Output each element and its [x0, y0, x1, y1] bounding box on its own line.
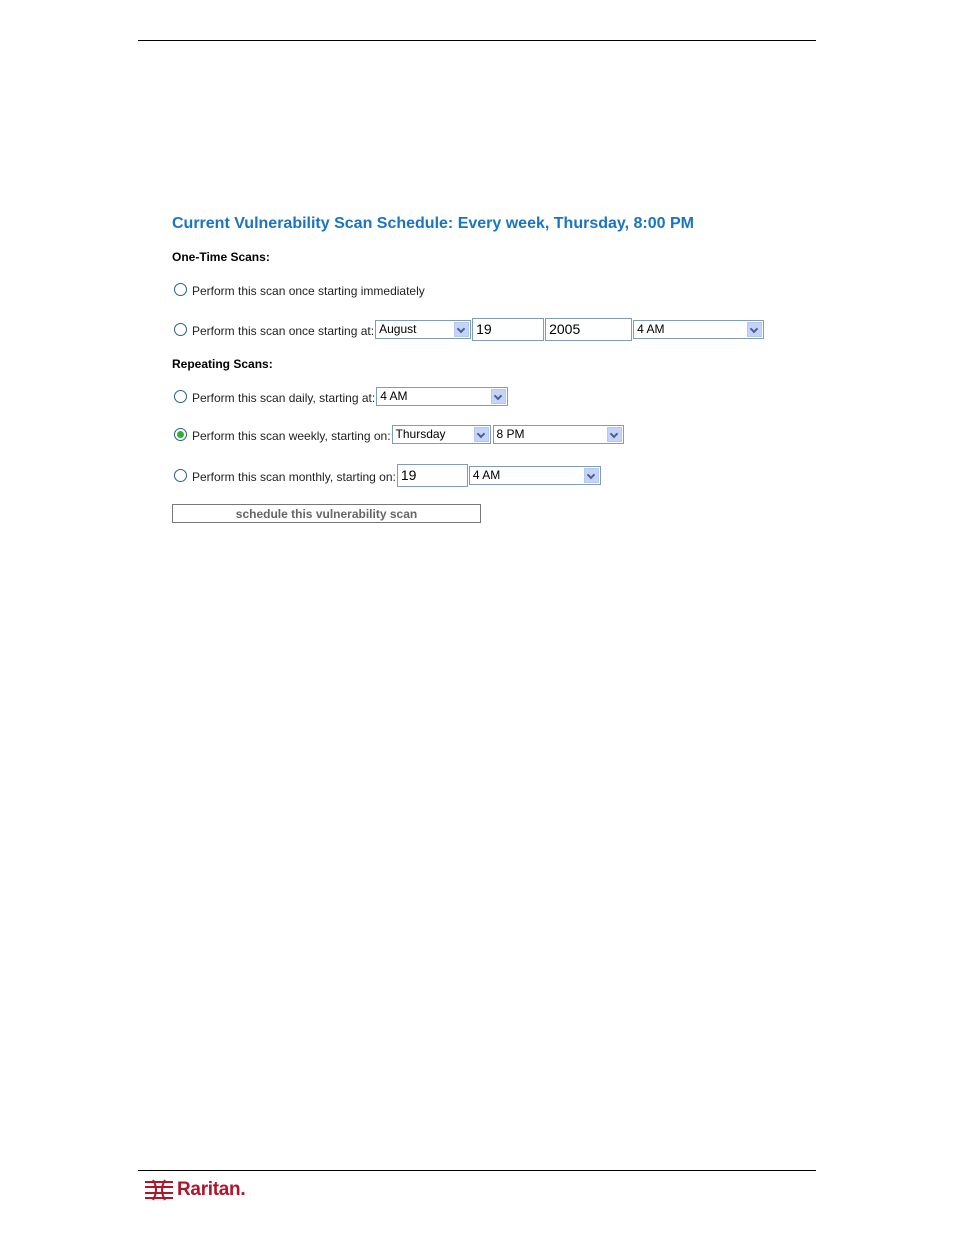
weekly-day-select[interactable]: Thursday — [392, 425, 491, 444]
radio-weekly[interactable] — [174, 428, 187, 441]
day-field[interactable]: 19 — [472, 318, 544, 341]
chevron-down-icon[interactable] — [454, 322, 469, 337]
option-monthly[interactable] — [174, 464, 601, 486]
option-daily[interactable] — [174, 385, 508, 407]
radio-immediate[interactable] — [174, 283, 187, 296]
raritan-logo-icon — [144, 1179, 174, 1201]
radio-once-at[interactable] — [174, 323, 187, 336]
chevron-down-icon[interactable] — [491, 389, 506, 404]
option-weekly[interactable] — [174, 423, 624, 445]
chevron-down-icon[interactable] — [584, 468, 599, 483]
footer-rule — [138, 1170, 816, 1171]
chevron-down-icon[interactable] — [607, 427, 622, 442]
chevron-down-icon[interactable] — [747, 322, 762, 337]
once-label: Perform this scan once starting at: — [192, 323, 375, 338]
option-immediate[interactable] — [174, 278, 425, 300]
one-time-heading: One-Time Scans: — [172, 250, 270, 264]
schedule-title: Current Vulnerability Scan Schedule: Every week, Thursday, 8:00 PM — [172, 215, 694, 232]
weekly-time-select[interactable]: 8 PM — [493, 425, 624, 444]
header-rule — [138, 40, 816, 41]
chevron-down-icon[interactable] — [474, 427, 489, 442]
monthly-day-field[interactable]: 19 — [397, 464, 468, 487]
logo-text: Raritan. — [177, 1179, 246, 1200]
year-field[interactable]: 2005 — [545, 318, 632, 341]
raritan-logo — [144, 1179, 245, 1201]
monthly-label: Perform this scan monthly, starting on: — [192, 469, 396, 484]
monthly-time-select[interactable]: 4 AM — [469, 466, 601, 485]
schedule-scan-button[interactable]: schedule this vulnerability scan — [172, 504, 481, 523]
daily-label: Perform this scan daily, starting at: — [192, 390, 376, 405]
daily-time-select[interactable]: 4 AM — [376, 387, 508, 406]
immediate-label: Perform this scan once starting immediately — [192, 283, 425, 298]
repeating-heading: Repeating Scans: — [172, 357, 273, 371]
once-time-select[interactable]: 4 AM — [633, 320, 764, 339]
option-once-at[interactable] — [174, 318, 764, 340]
radio-daily[interactable] — [174, 390, 187, 403]
month-select[interactable]: August — [375, 320, 471, 339]
weekly-label: Perform this scan weekly, starting on: — [192, 428, 391, 443]
radio-monthly[interactable] — [174, 469, 187, 482]
